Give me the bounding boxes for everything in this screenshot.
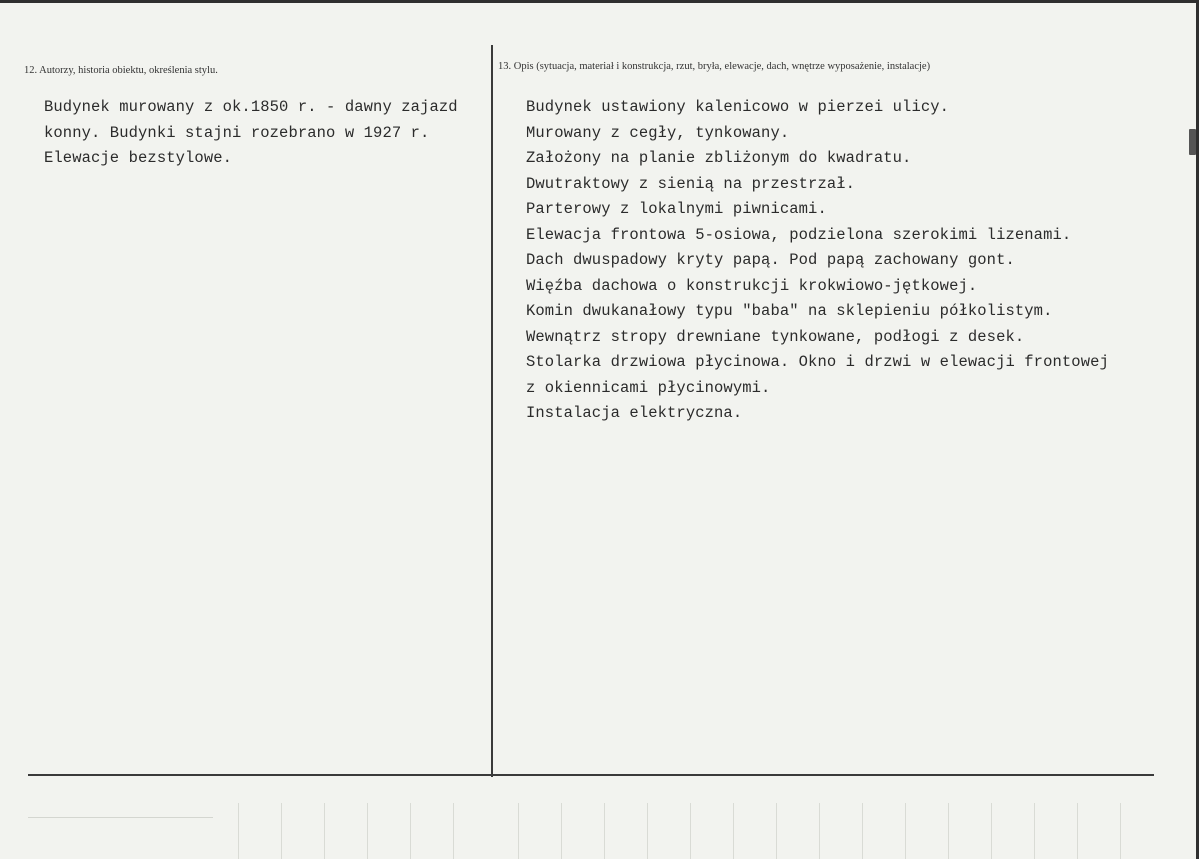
description-line: Dach dwuspadowy kryty papą. Pod papą zachowany gont. bbox=[526, 251, 1015, 269]
description-line: Instalacja elektryczna. bbox=[526, 404, 743, 422]
column-divider bbox=[491, 45, 493, 777]
history-text bbox=[44, 95, 458, 172]
history-line: Budynek murowany z ok.1850 r. - dawny zajazd bbox=[44, 98, 458, 116]
form-grid-line bbox=[776, 803, 777, 859]
history-line: Elewacje bezstylowe. bbox=[44, 149, 233, 167]
description-line: Budynek ustawiony kalenicowo w pierzei ulicy. bbox=[526, 98, 950, 116]
form-grid-line bbox=[561, 803, 562, 859]
form-grid-line bbox=[367, 803, 368, 859]
form-grid-line bbox=[453, 803, 454, 859]
form-grid-line bbox=[690, 803, 691, 859]
form-grid-line bbox=[281, 803, 282, 859]
form-grid-line bbox=[862, 803, 863, 859]
form-grid-line bbox=[238, 803, 239, 859]
history-line: konny. Budynki stajni rozebrano w 1927 r. bbox=[44, 123, 430, 142]
form-grid-line bbox=[647, 803, 648, 859]
description-line: Parterowy z lokalnymi piwnicami. bbox=[526, 200, 827, 218]
description-line: Stolarka drzwiowa płycinowa. Okno i drzwi w elewacji frontowej bbox=[526, 353, 1109, 371]
form-grid-line bbox=[905, 803, 906, 859]
form-grid-line bbox=[324, 803, 325, 859]
form-grid-line bbox=[733, 803, 734, 859]
form-grid-line bbox=[1120, 803, 1121, 859]
description-line: Dwutraktowy z sienią na przestrzał. bbox=[526, 174, 856, 193]
form-grid-line bbox=[819, 803, 820, 859]
bottom-rule bbox=[28, 774, 1154, 776]
description-line: Wewnątrz stropy drewniane tynkowane, podłogi z desek. bbox=[526, 327, 1025, 346]
form-grid-line bbox=[410, 803, 411, 859]
scan-edge-mark bbox=[1189, 129, 1196, 155]
description-line: Więźba dachowa o konstrukcji krokwiowo-jętkowej. bbox=[526, 276, 978, 295]
form-grid-line bbox=[604, 803, 605, 859]
faint-form-rule bbox=[28, 817, 213, 818]
form-grid-line bbox=[518, 803, 519, 859]
section-13-label: 13. Opis (sytuacja, materiał i konstrukcja, rzut, bryła, elewacje, dach, wnętrze wyposażenie, instalacje) bbox=[498, 61, 931, 72]
description-line: z okiennicami płycinowymi. bbox=[526, 378, 771, 397]
section-12-label: 12. Autorzy, historia obiektu, określenia stylu. bbox=[24, 65, 218, 76]
description-text bbox=[526, 95, 1109, 427]
form-grid-line bbox=[991, 803, 992, 859]
description-line: Komin dwukanałowy typu "baba" na sklepieniu półkolistym. bbox=[526, 302, 1053, 320]
form-grid-line bbox=[948, 803, 949, 859]
description-line: Elewacja frontowa 5-osiowa, podzielona szerokimi lizenami. bbox=[526, 225, 1072, 244]
form-grid-line bbox=[1077, 803, 1078, 859]
description-line: Murowany z cegły, tynkowany. bbox=[526, 123, 790, 142]
form-grid-line bbox=[1034, 803, 1035, 859]
description-line: Założony na planie zbliżonym do kwadratu. bbox=[526, 149, 912, 167]
